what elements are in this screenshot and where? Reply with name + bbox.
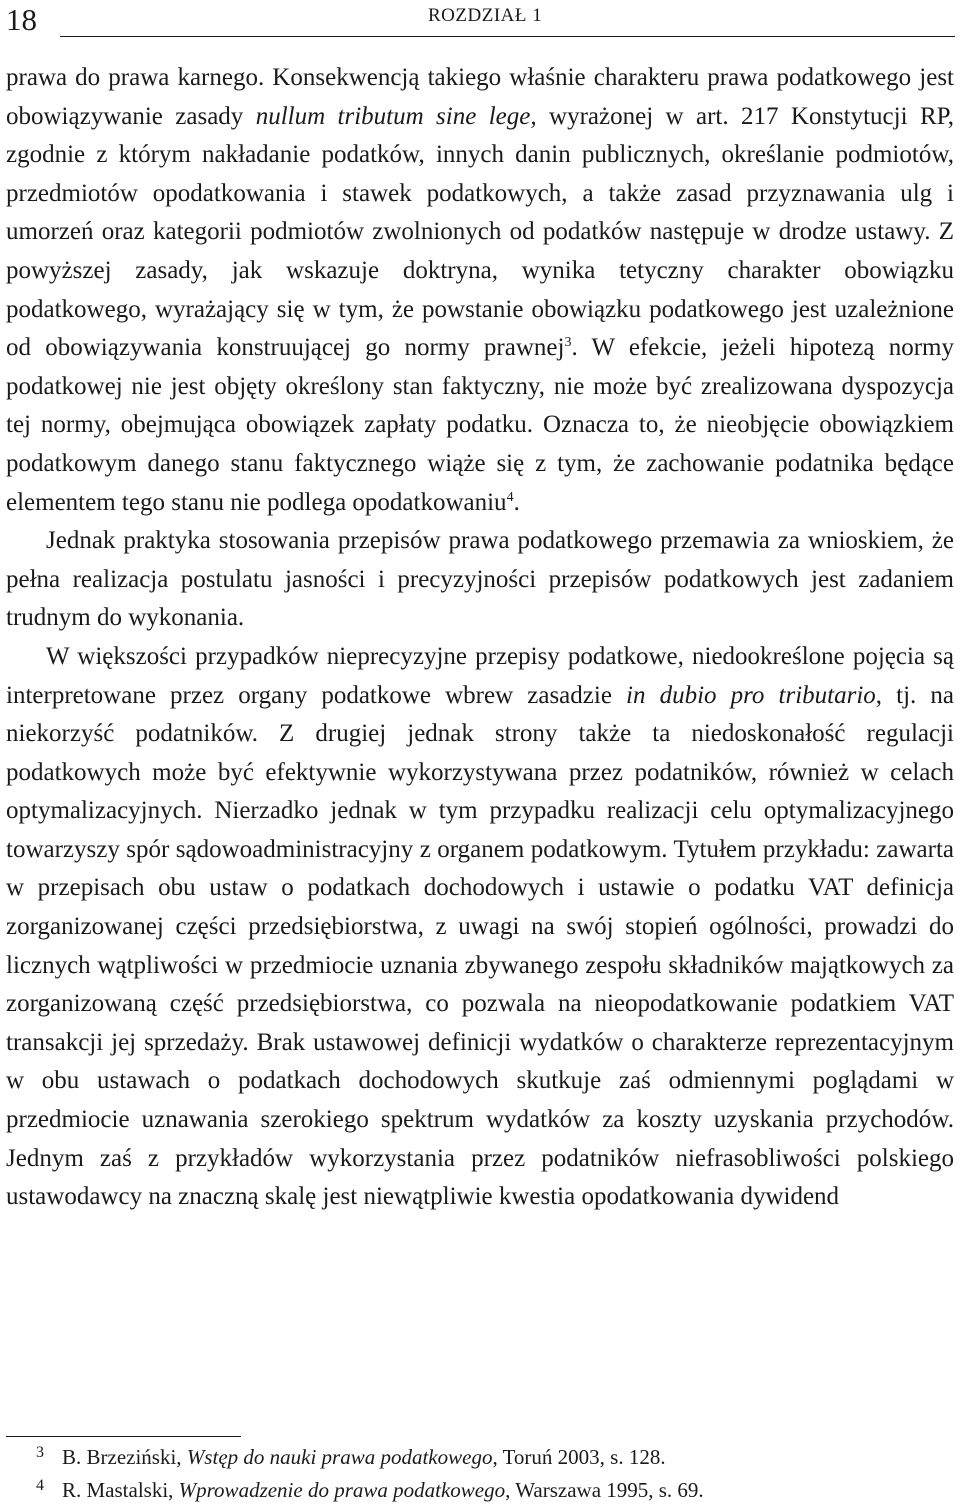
paragraph-text: Jednak praktyka stosowania przepisów prawa podatkowego przemawia za wnioskiem, że pełna realizacja postulatu jasności i precyzyjności przepisów podatkowych jest zadaniem trudnym do wykonania. [6,527,954,632]
page-header [0,0,960,50]
footnote-author: B. Brzeziński, [62,1445,187,1469]
paragraph-text: . W efekcie, jeżeli hipotezą normy podatkowej nie jest objęty określony stan faktyczny, nie może być zrealizowana dyspozycja tej normy, obejmująca obowiązek zapłaty podatku. Oznacza to, że nieobjęcie obowiązkiem podatkowym danego stanu faktycznego wiąże się z tym, że zachowanie podatnika będące elementem tego stanu nie podlega opodatkowaniu [6,334,954,516]
paragraph-2 [6,522,954,638]
footnote-mark: 4 [36,1477,44,1494]
footnote-details: , Warszawa 1995, s. 69. [505,1478,704,1502]
latin-phrase: in dubio pro tributario [626,681,876,709]
paragraph-text: W większości przypadków nieprecyzyjne przepisy podatkowe, niedookreślone pojęcia są interpretowane przez organy podatkowe wbrew zasadzie [6,642,954,709]
footnote [6,1441,954,1474]
paragraph-text: prawa do prawa karnego. Konsekwencją takiego właśnie charakteru prawa podatkowego jest obowiązywanie zasady [6,64,954,130]
running-head: ROZDZIAŁ 1 [428,5,543,26]
latin-phrase: nullum tributum sine lege, [255,102,537,130]
paragraph-text: , tj. na niekorzyść podatników. Z drugiej jednak strony także ta niedoskonałość regulacji podatkowych może być efektywnie wykorzystywana przez podatników, również w celach optymalizacyjnych. Nierzadko jednak w tym przypadku realizacji celu optymalizacyjnego towarzyszy spór sądowoadministracyjny z organem podatkowym. Tytułem przykładu: zawarta w przepisach obu ustaw o podatkach dochodowych i ustawie o podatku VAT definicja zorganizowanej części przedsiębiorstwa, z uwagi na swój stopień ogólności, prowadzi do licznych wątpliwości w przedmiocie uznania zbywanego zespołu składników majątkowych za zorganizowaną część przedsiębiorstwa, co pozwala na nieopodatkowanie podatkiem VAT transakcji jej sprzedaży. Brak ustawowej definicji wydatków o charakterze reprezentacyjnym w obu ustawach o podatkach dochodowych skutkuje zaś odmiennymi poglądami w przedmiocie uznawania szerokiego spektrum wydatków za koszty uzyskania przychodów. Jednym zaś z przykładów wykorzystania przez podatników niefrasobliwości polskiego ustawodawcy na znaczną skalę jest niewątpliwie kwestia opodatkowania dywidend [6,681,954,1211]
footnote-title: Wprowadzenie do prawa podatkowego [178,1478,506,1502]
page-number: 18 [6,2,37,37]
footnote-title: Wstęp do nauki prawa podatkowego [186,1445,493,1469]
paragraph-text: . [513,488,520,516]
footnote-mark: 3 [36,1444,44,1461]
footnote-ref[interactable]: 4 [506,489,514,505]
paragraph-1 [6,59,954,522]
footnote [6,1474,954,1507]
footnote-author: R. Mastalski, [62,1478,179,1502]
paragraph-3 [6,638,954,1217]
footnote-ref[interactable]: 3 [564,335,572,351]
footnotes [6,1441,954,1507]
header-rule [60,36,955,37]
footnote-details: , Toruń 2003, s. 128. [492,1445,666,1469]
body-text [6,59,954,1217]
paragraph-text: wyrażonej w art. 217 Konstytucji RP, zgodnie z którym nakładanie podatków, innych danin publicznych, określanie podmiotów, przedmiotów opodatkowania i stawek podatkowych, a także zasad przyznawania ulg i umorzeń oraz kategorii podmiotów zwolnionych od podatków następuje w drodze ustawy. Z powyższej zasady, jak wskazuje doktryna, wynika tetyczny charakter obowiązku podatkowego, wyrażający się w tym, że powstanie obowiązku podatkowego jest uzależnione od obowiązywania konstruującej go normy prawnej [6,102,954,362]
